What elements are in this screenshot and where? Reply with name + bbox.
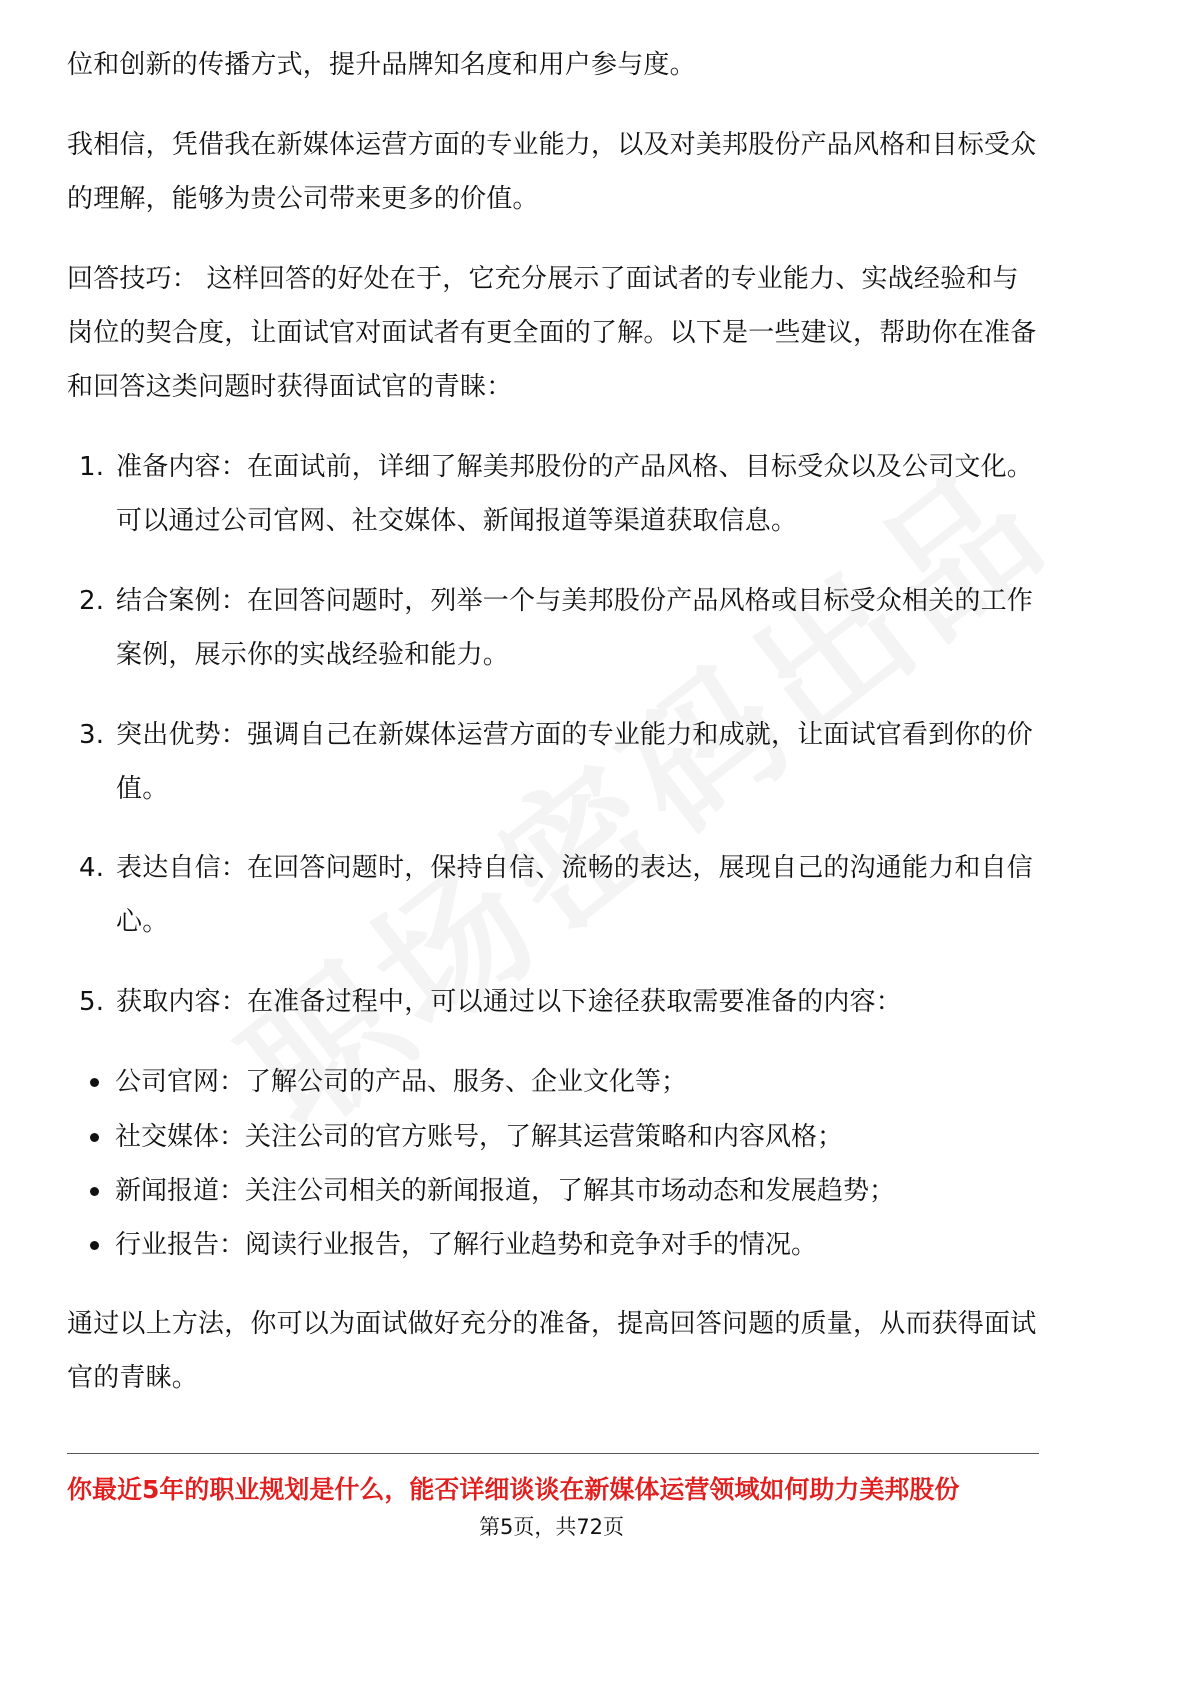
paragraph-answer-tips: 回答技巧： 这样回答的好处在于，它充分展示了面试者的专业能力、实战经验和与岗位的契合度，让面试官对面试者有更全面的了解。以下是一些建议，帮助你在准备和回答这类问题时获得面试官的青睐： [67,264,1037,402]
list-number: 4. [79,853,105,883]
bullet-item-official-site [90,1064,1040,1100]
list-number: 5. [79,987,105,1017]
page-number: 第5页，共72页 [478,1515,625,1539]
bullet-item-industry-report [90,1227,1040,1263]
list-number: 3. [79,720,105,750]
footer-question-title: 你最近5年的职业规划是什么，能否详细谈谈在新媒体运营领域如何助力美邦股份 [67,1475,960,1504]
footer-divider [67,1453,1039,1454]
list-text: 结合案例：在回答问题时，列举一个与美邦股份产品风格或目标受众相关的工作案例，展示你的实战经验和能力。 [116,586,1034,670]
list-number: 2. [79,586,105,616]
list-text: 获取内容：在准备过程中，可以通过以下途径获取需要准备的内容： [116,987,903,1017]
list-item-3 [79,708,1039,816]
bullet-text: 公司官网：了解公司的产品、服务、企业文化等； [115,1067,688,1097]
bullet-dot-icon [90,1187,99,1196]
list-text: 准备内容：在面试前，详细了解美邦股份的产品风格、目标受众以及公司文化。可以通过公司官网、社交媒体、新闻报道等渠道获取信息。 [116,452,1034,536]
bullet-dot-icon [90,1078,99,1087]
bullet-item-news [90,1173,1040,1209]
list-item-5 [79,975,1039,1029]
bullet-dot-icon [90,1241,99,1250]
bullet-text: 行业报告：阅读行业报告，了解行业趋势和竞争对手的情况。 [115,1230,818,1260]
bullet-dot-icon [90,1133,99,1142]
paragraph-belief: 我相信，凭借我在新媒体运营方面的专业能力，以及对美邦股份产品风格和目标受众的理解，能够为贵公司带来更多的价值。 [67,130,1037,214]
list-item-4 [79,841,1039,949]
paragraph-closing: 通过以上方法，你可以为面试做好充分的准备，提高回答问题的质量，从而获得面试官的青睐。 [67,1309,1037,1393]
bullet-text: 新闻报道：关注公司相关的新闻报道，了解其市场动态和发展趋势； [115,1176,896,1206]
list-text: 突出优势：强调自己在新媒体运营方面的专业能力和成就，让面试官看到你的价值。 [116,720,1034,804]
bullet-item-social-media [90,1119,1040,1155]
bullet-text: 社交媒体：关注公司的官方账号，了解其运营策略和内容风格； [115,1122,844,1152]
list-item-2 [79,574,1039,682]
list-text: 表达自信：在回答问题时，保持自信、流畅的表达，展现自己的沟通能力和自信心。 [116,853,1034,937]
list-number: 1. [79,452,105,482]
paragraph-intro-tail: 位和创新的传播方式，提升品牌知名度和用户参与度。 [67,50,696,80]
list-item-1 [79,440,1039,548]
